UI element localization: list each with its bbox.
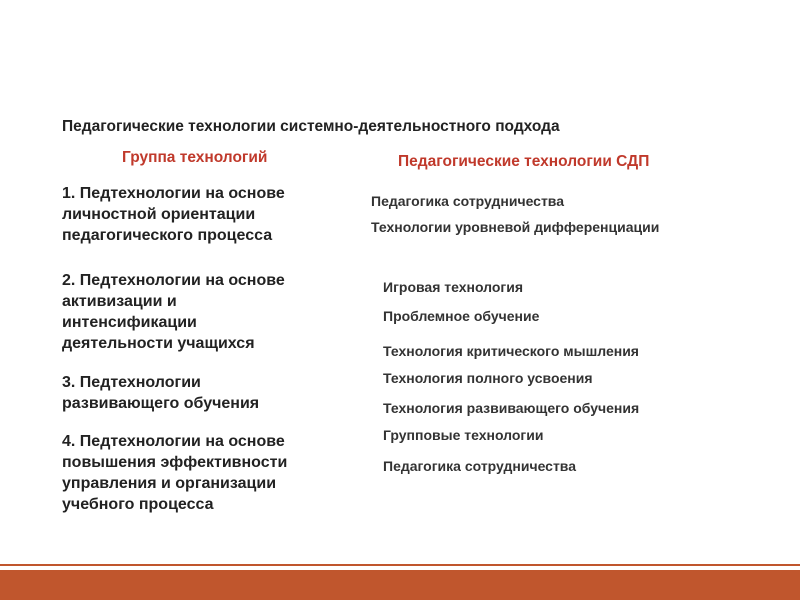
footer-band xyxy=(0,570,800,600)
footer-divider xyxy=(0,564,800,566)
tech-item-8: Групповые технологии xyxy=(383,427,544,443)
tech-item-4: Проблемное обучение xyxy=(383,308,540,324)
slide-title: Педагогические технологии системно-деятельностного подхода xyxy=(62,118,560,135)
group-item-1: 1. Педтехнологии на основе личностной ориентации педагогического процесса xyxy=(62,185,285,244)
technologies-column-heading: Педагогические технологии СДП xyxy=(398,153,650,170)
group-item-2: 2. Педтехнологии на основе активизации и интенсификации деятельности учащихся xyxy=(62,272,285,352)
tech-item-3: Игровая технология xyxy=(383,279,524,295)
group-item-4: 4. Педтехнологии на основе повышения эффективности управления и организации учебного процесса xyxy=(62,433,288,513)
tech-item-6: Технология полного усвоения xyxy=(383,370,593,386)
tech-item-5: Технология критического мышления xyxy=(383,343,639,359)
group-item-3: 3. Педтехнологии развивающего обучения xyxy=(62,374,260,412)
tech-item-1: Педагогика сотрудничества xyxy=(371,193,565,209)
group-column-heading: Группа технологий xyxy=(122,149,268,166)
tech-item-9: Педагогика сотрудничества xyxy=(383,458,577,474)
tech-item-2: Технологии уровневой дифференциации xyxy=(371,219,660,235)
tech-item-7: Технология развивающего обучения xyxy=(383,400,640,416)
